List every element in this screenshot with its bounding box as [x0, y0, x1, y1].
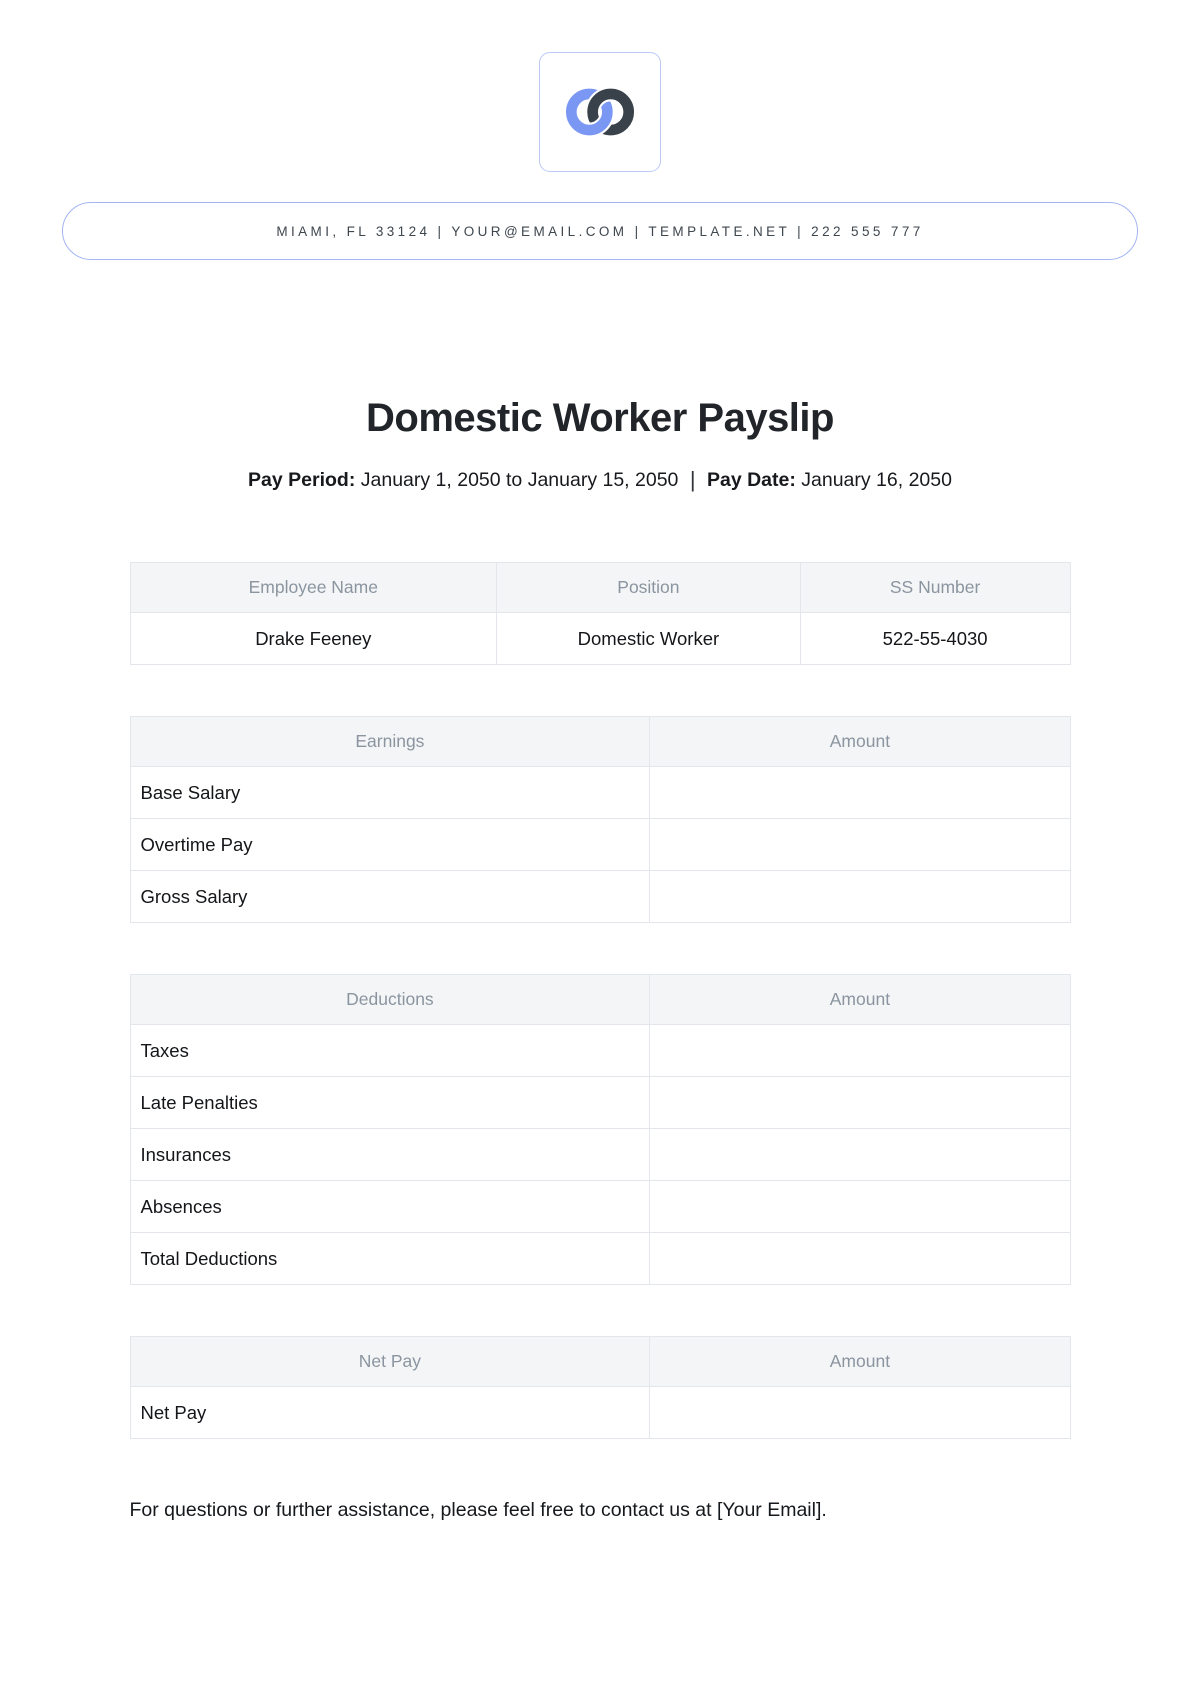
deductions-row-label: Late Penalties	[130, 1077, 650, 1129]
table-row	[130, 1077, 1070, 1129]
page-title: Domestic Worker Payslip	[366, 396, 834, 440]
ss-number-value: 522-55-4030	[800, 613, 1070, 665]
pay-line-separator: |	[689, 467, 696, 492]
total-deductions-amount	[650, 1233, 1070, 1285]
employee-table-row	[130, 613, 1070, 665]
employee-name-value: Drake Feeney	[130, 613, 497, 665]
deductions-table	[130, 974, 1071, 1285]
employee-table-header-row	[130, 563, 1070, 613]
deductions-row-amount	[650, 1025, 1070, 1077]
employee-table	[130, 562, 1071, 665]
pay-period-value: January 1, 2050 to January 15, 2050	[360, 469, 679, 491]
earnings-header: Earnings	[130, 717, 650, 767]
netpay-row-amount	[650, 1387, 1070, 1439]
netpay-header-row	[130, 1337, 1070, 1387]
table-row	[130, 767, 1070, 819]
earnings-table	[130, 716, 1071, 923]
pay-period-label: Pay Period:	[248, 469, 356, 491]
earnings-header-row	[130, 717, 1070, 767]
deductions-row-label: Taxes	[130, 1025, 650, 1077]
netpay-header: Net Pay	[130, 1337, 650, 1387]
table-row	[130, 1233, 1070, 1285]
pay-period-line	[130, 466, 1071, 494]
position-header: Position	[497, 563, 801, 613]
deductions-row-label: Absences	[130, 1181, 650, 1233]
total-deductions-label: Total Deductions	[130, 1233, 650, 1285]
footer-note: For questions or further assistance, please feel free to contact us at [Your Email].	[129, 1499, 827, 1521]
contact-line: MIAMI, FL 33124 | YOUR@EMAIL.COM | TEMPLATE.NET | 222 555 777	[276, 223, 924, 239]
table-row	[130, 871, 1070, 923]
table-row	[130, 819, 1070, 871]
netpay-amount-header: Amount	[650, 1337, 1070, 1387]
interlocking-rings-logo	[559, 83, 641, 141]
position-value: Domestic Worker	[497, 613, 801, 665]
deductions-row-label: Insurances	[130, 1129, 650, 1181]
deductions-row-amount	[650, 1181, 1070, 1233]
netpay-table	[130, 1336, 1071, 1439]
netpay-row-label: Net Pay	[130, 1387, 650, 1439]
gross-salary-amount	[650, 871, 1070, 923]
deductions-amount-header: Amount	[650, 975, 1070, 1025]
earnings-row-label: Base Salary	[130, 767, 650, 819]
gross-salary-label: Gross Salary	[130, 871, 650, 923]
logo-card	[539, 52, 661, 172]
deductions-header: Deductions	[130, 975, 650, 1025]
contact-pill	[62, 202, 1138, 260]
earnings-row-label: Overtime Pay	[130, 819, 650, 871]
table-row	[130, 1025, 1070, 1077]
pay-date-label: Pay Date:	[706, 469, 796, 491]
earnings-row-amount	[650, 819, 1070, 871]
employee-name-header: Employee Name	[130, 563, 497, 613]
earnings-row-amount	[650, 767, 1070, 819]
earnings-amount-header: Amount	[650, 717, 1070, 767]
deductions-row-amount	[650, 1129, 1070, 1181]
deductions-header-row	[130, 975, 1070, 1025]
document-body	[130, 394, 1071, 1524]
ss-number-header: SS Number	[800, 563, 1070, 613]
pay-date-value: January 16, 2050	[801, 469, 952, 491]
table-row	[130, 1181, 1070, 1233]
deductions-row-amount	[650, 1077, 1070, 1129]
table-row	[130, 1129, 1070, 1181]
table-row	[130, 1387, 1070, 1439]
